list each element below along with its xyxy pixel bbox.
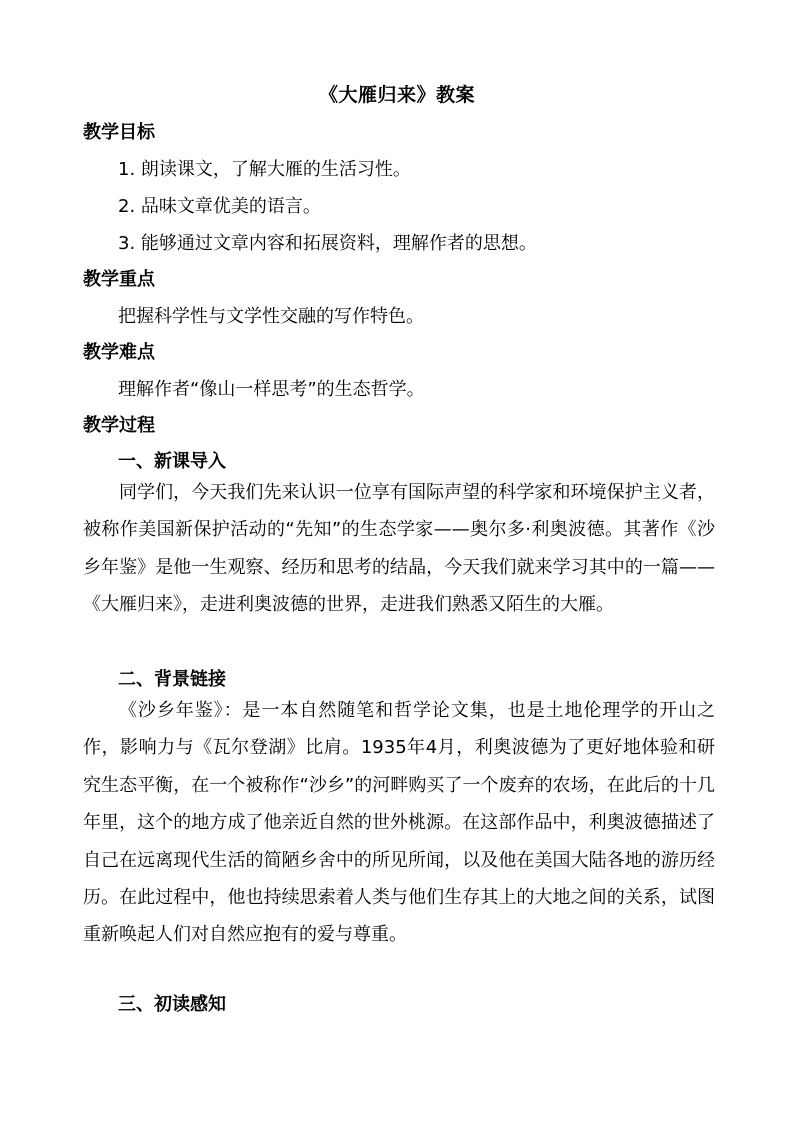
objective-item-1: 1. 朗读课文，了解大雁的生活习性。 [118, 159, 411, 180]
document-title: 《大雁归来》教案 [318, 84, 475, 106]
background-paragraph: 《沙乡年鉴》：是一本自然随笔和哲学论文集，也是土地伦理学的开山之作，影响力与《瓦尔登湖》比肩。1935年4月，利奥波德为了更好地体验和研究生态平衡，在一个被称作“沙乡”的河畔购买了一个废弃的农场，在此后的十几年里，这个的地方成了他亲近自然的世外桃源。在这部作品中，利奥波德描述了自己在远离现代生活的简陋乡舍中的所见所闻，以及他在美国大陆各地的游历经历。在此过程中，他也持续思索着人类与他们生存其上的大地之间的关系，试图重新唤起人们对自然应抱有的爱与尊重。 [83, 700, 715, 946]
difficulties-heading: 教学难点 [83, 342, 155, 363]
objective-item-3: 3. 能够通过文章内容和拓展资料，理解作者的思想。 [118, 233, 537, 254]
first-reading-heading: 三、初读感知 [118, 994, 226, 1015]
objective-item-2: 2. 品味文章优美的语言。 [118, 196, 321, 217]
intro-heading: 一、新课导入 [118, 451, 226, 472]
objectives-heading: 教学目标 [83, 122, 155, 143]
difficulties-text: 理解作者“像山一样思考”的生态哲学。 [118, 379, 425, 400]
key-points-text: 把握科学性与文学性交融的写作特色。 [118, 306, 424, 327]
key-points-heading: 教学重点 [83, 269, 155, 290]
process-heading: 教学过程 [83, 415, 155, 436]
background-heading: 二、背景链接 [118, 669, 226, 690]
intro-paragraph: 同学们，今天我们先来认识一位享有国际声望的科学家和环境保护主义者，被称作美国新保护活动的“先知”的生态学家——奥尔多·利奥波德。其著作《沙乡年鉴》是他一生观察、经历和思考的结晶，今天我们就来学习其中的一篇—— 《大雁归来》，走进利奥波德的世界，走进我们熟悉又陌生的大雁。 [83, 482, 715, 616]
